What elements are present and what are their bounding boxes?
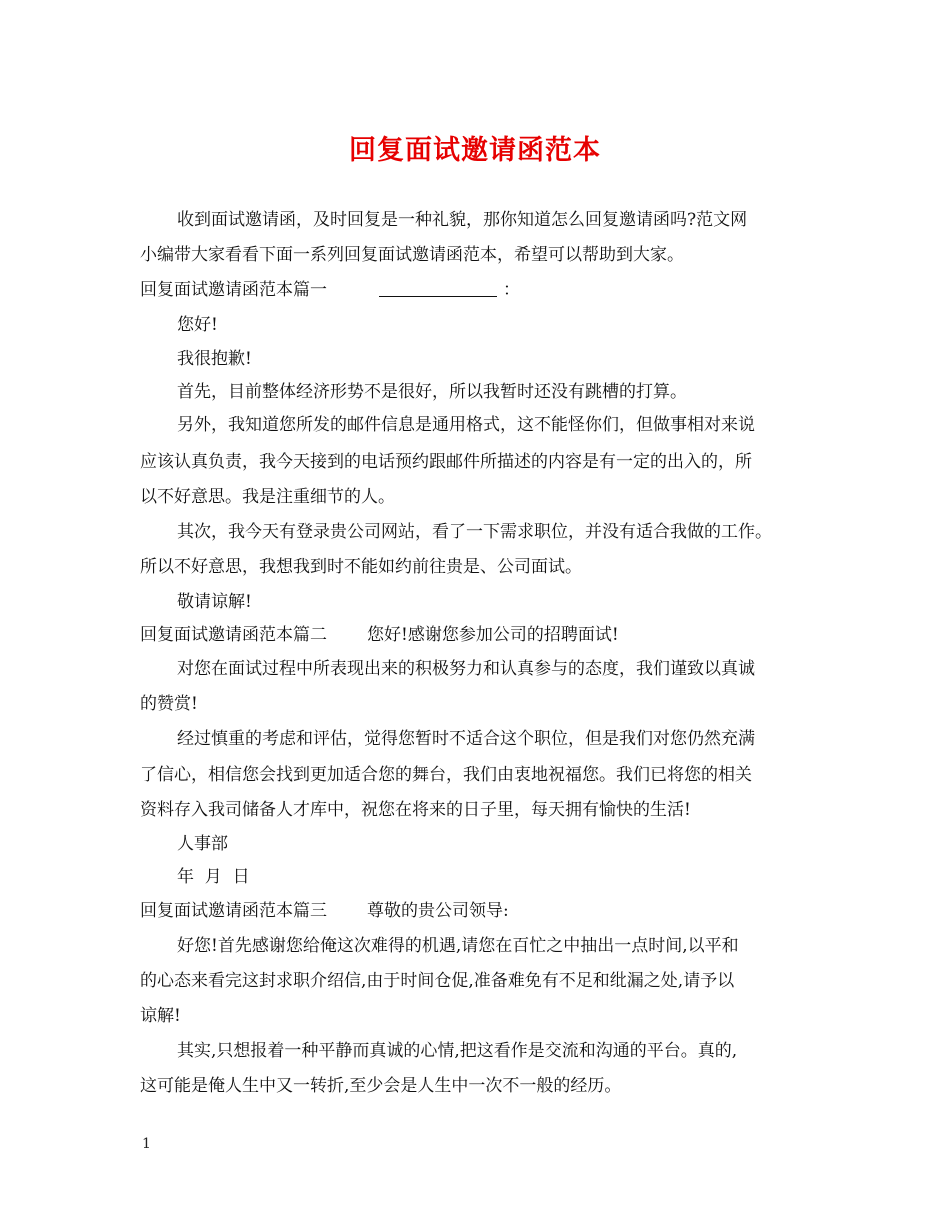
paragraph-line: 另外，我知道您所发的邮件信息是通用格式，这不能怪你们，但做事相对来说 [177, 415, 755, 435]
paragraph-line: 经过慎重的考虑和评估，觉得您暂时不适合这个职位，但是我们对您仍然充满 [177, 729, 755, 749]
blank-underline [379, 276, 497, 297]
paragraph-line: 这可能是俺人生中又一转折,至少会是人生中一次不一般的经历。 [140, 1076, 622, 1096]
greeting-text: 您好!感谢您参加公司的招聘面试! [367, 625, 619, 645]
paragraph-line: 其实,只想报着一种平静而真诚的心情,把这看作是交流和沟通的平台。真的, [177, 1041, 738, 1061]
paragraph-line: 对您在面试过程中所表现出来的积极努力和认真参与的态度，我们谨致以真诚 [177, 659, 755, 679]
section-heading-line [140, 273, 820, 307]
paragraph-line: 您好! [177, 315, 218, 335]
salutation-text: 尊敬的贵公司领导: [367, 901, 509, 921]
section-heading-line [140, 618, 820, 652]
paragraph-line: 其次，我今天有登录贵公司网站，看了一下需求职位，并没有适合我做的工作。 [177, 522, 772, 542]
signature-department: 人事部 [177, 834, 228, 854]
page-number: 1 [142, 1136, 151, 1152]
paragraph-line: 好您!首先感谢您给俺这次难得的机遇,请您在百忙之中抽出一点时间,以平和 [177, 936, 739, 956]
paragraph-line: 了信心，相信您会找到更加适合您的舞台，我们由衷地祝福您。我们已将您的相关 [140, 765, 752, 785]
paragraph-line: 首先，目前整体经济形势不是很好，所以我暂时还没有跳槽的打算。 [177, 382, 687, 402]
paragraph-line: 所以不好意思，我想我到时不能如约前往贵是、公司面试。 [140, 557, 582, 577]
section-heading: 回复面试邀请函范本篇二 [140, 625, 327, 645]
paragraph-line: 应该认真负责，我今天接到的电话预约跟邮件所描述的内容是有一定的出入的，所 [140, 452, 752, 472]
section-heading: 回复面试邀请函范本篇三 [140, 901, 327, 921]
paragraph-line: 的心态来看完这封求职介绍信,由于时间仓促,准备难免有不足和纰漏之处,请予以 [140, 971, 735, 991]
section-heading-line [140, 894, 820, 928]
colon-text: ： [503, 280, 520, 300]
paragraph-line: 以不好意思。我是注重细节的人。 [140, 487, 395, 507]
paragraph-line: 谅解! [140, 1006, 181, 1026]
paragraph-line: 资料存入我司储备人才库中，祝您在将来的日子里，每天拥有愉快的生活! [140, 800, 691, 820]
section-heading: 回复面试邀请函范本篇一 [140, 280, 327, 300]
signature-date: 年 月 日 [177, 867, 250, 887]
paragraph-line: 我很抱歉! [177, 349, 252, 369]
paragraph-line: 的赞赏! [140, 694, 198, 714]
document-title: 回复面试邀请函范本 [349, 135, 601, 166]
paragraph-line: 敬请谅解! [177, 592, 252, 612]
paragraph-line: 小编带大家看看下面一系列回复面试邀请函范本，希望可以帮助到大家。 [140, 245, 684, 265]
paragraph-line: 收到面试邀请函，及时回复是一种礼貌，那你知道怎么回复邀请函吗?范文网 [177, 210, 748, 230]
